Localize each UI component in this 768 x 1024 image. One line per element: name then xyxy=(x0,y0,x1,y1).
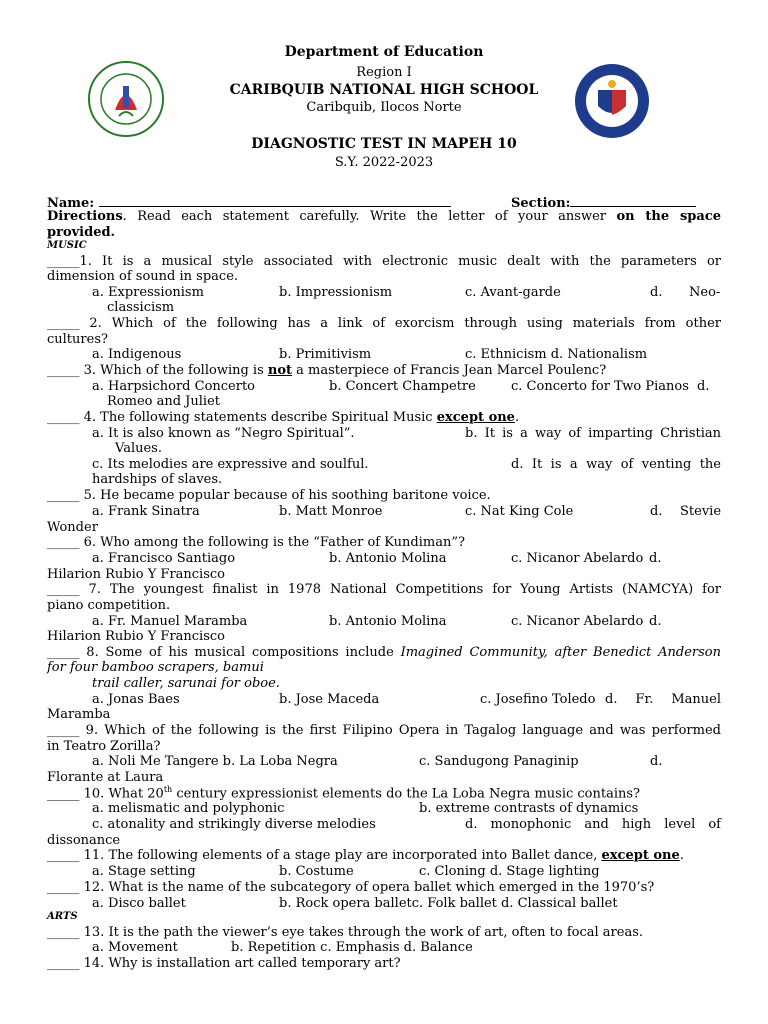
q10-option-a: a. melismatic and polyphonic xyxy=(92,801,285,816)
question-6: _____ 6. Who among the following is the “Father of Kundiman”? xyxy=(47,535,465,550)
q7-option-b: b. Antonio Molina xyxy=(329,614,447,629)
q8-option-a: a. Jonas Baes xyxy=(92,692,180,707)
q7-option-d: d. xyxy=(649,614,662,629)
school-name: CARIBQUIB NATIONAL HIGH SCHOOL xyxy=(229,82,539,98)
question-12: _____ 12. What is the name of the subcategory of opera ballet which emerged in the 1970’s? xyxy=(47,880,655,895)
q1-option-d-cont: classicism xyxy=(107,300,175,315)
q7-option-d-cont: Hilarion Rubio Y Francisco xyxy=(47,629,225,644)
q5-option-d-text: Stevie xyxy=(680,504,722,519)
question-5: _____ 5. He became popular because of his soothing baritone voice. xyxy=(47,488,491,503)
question-7: _____ 7. The youngest finalist in 1978 National Competitions for Young Artists (NAMCYA) for xyxy=(47,582,721,597)
q6-option-d: d. xyxy=(649,551,662,566)
q6-option-b: b. Antonio Molina xyxy=(329,551,447,566)
q6-option-d-cont: Hilarion Rubio Y Francisco xyxy=(47,567,225,582)
q11-option-cd: c. Cloning d. Stage lighting xyxy=(419,864,600,879)
q3-option-d-cont: Romeo and Juliet xyxy=(107,394,220,409)
q4-option-c: c. Its melodies are expressive and soulful. xyxy=(92,457,369,472)
question-14: _____ 14. Why is installation art called temporary art? xyxy=(47,956,401,971)
q4-option-d-cont: hardships of slaves. xyxy=(92,472,223,487)
question-3: _____ 3. Which of the following is not a masterpiece of Francis Jean Marcel Poulenc? xyxy=(47,363,607,378)
name-field[interactable] xyxy=(99,195,451,207)
q9-option-d: d. xyxy=(650,754,663,769)
q8-option-d-cont: Maramba xyxy=(47,707,111,722)
q8-option-b: b. Jose Maceda xyxy=(279,692,380,707)
q5-option-b: b. Matt Monroe xyxy=(279,504,383,519)
question-2: _____ 2. Which of the following has a link of exorcism through using materials from other xyxy=(47,316,721,331)
q10-option-c: c. atonality and strikingly diverse melodies xyxy=(92,817,376,832)
question-1: _____1. It is a musical style associated with electronic music dealt with the parameters or xyxy=(47,254,721,269)
q2-option-b: b. Primitivism xyxy=(279,347,372,362)
q9-option-c: c. Sandugong Panaginip xyxy=(419,754,579,769)
question-9: _____ 9. Which of the following is the first Filipino Opera in Tagalog language and was performed xyxy=(47,723,721,738)
q1-option-c: c. Avant-garde xyxy=(465,285,561,300)
q1-option-a: a. Expressionism xyxy=(92,285,204,300)
name-label: Name: xyxy=(47,195,451,210)
q4-option-d: d. It is a way of venting the xyxy=(511,457,721,472)
q3-option-b: b. Concert Champetre xyxy=(329,379,476,394)
question-8-cont2: trail caller, sarunai for oboe. xyxy=(92,676,280,691)
q4-option-b: b. It is a way of imparting Christian xyxy=(465,426,721,441)
q5-option-d-cont: Wonder xyxy=(47,520,98,535)
question-4: _____ 4. The following statements describe Spiritual Music except one. xyxy=(47,410,520,425)
arts-section-label: ARTS xyxy=(47,911,78,922)
question-7-cont: piano competition. xyxy=(47,598,171,613)
q13-option-a: a. Movement xyxy=(92,940,178,955)
q2-option-cd: c. Ethnicism d. Nationalism xyxy=(465,347,648,362)
question-8-cont: for four bamboo scrapers, bamui xyxy=(47,660,264,675)
question-2-cont: cultures? xyxy=(47,332,108,347)
q7-option-c: c. Nicanor Abelardo xyxy=(511,614,644,629)
q6-option-c: c. Nicanor Abelardo xyxy=(511,551,644,566)
q3-option-c: c. Concerto for Two Pianos xyxy=(511,379,689,394)
q12-option-a: a. Disco ballet xyxy=(92,896,186,911)
question-11: _____ 11. The following elements of a stage play are incorporated into Ballet dance, except one. xyxy=(47,848,684,863)
q1-option-d-text: Neo- xyxy=(689,285,721,300)
section-label: Section: xyxy=(511,195,696,210)
q1-option-d: d. xyxy=(650,285,663,300)
q10-option-d-cont: dissonance xyxy=(47,833,121,848)
q4-option-a: a. It is also known as “Negro Spiritual”. xyxy=(92,426,355,441)
q5-option-a: a. Frank Sinatra xyxy=(92,504,200,519)
q10-option-d: d. monophonic and high level of xyxy=(465,817,721,832)
q5-option-c: c. Nat King Cole xyxy=(465,504,574,519)
q12-option-bcd: b. Rock opera balletc. Folk ballet d. Classical ballet xyxy=(279,896,618,911)
question-13: _____ 13. It is the path the viewer’s eye takes through the work of art, often to focal areas. xyxy=(47,925,643,940)
question-10: _____ 10. What 20th century expressionist elements do the La Loba Negra music contains? xyxy=(47,785,641,802)
question-1-cont: dimension of sound in space. xyxy=(47,269,239,284)
q4-option-b-cont: Values. xyxy=(115,441,162,456)
q10-option-b: b. extreme contrasts of dynamics xyxy=(419,801,639,816)
section-field[interactable] xyxy=(570,195,696,207)
q6-option-a: a. Francisco Santiago xyxy=(92,551,236,566)
school-year: S.Y. 2022-2023 xyxy=(334,155,434,170)
q9-option-ab: a. Noli Me Tangere b. La Loba Negra xyxy=(92,754,338,769)
question-8: _____ 8. Some of his musical compositions include Imagined Community, after Benedict Anderson xyxy=(47,645,722,660)
question-9-cont: in Teatro Zorilla? xyxy=(47,739,161,754)
directions-cont: provided. xyxy=(47,225,116,240)
region: Region I xyxy=(356,65,412,80)
q8-option-d: d. Fr. Manuel xyxy=(605,692,721,707)
q3-option-d: d. xyxy=(697,379,710,394)
q5-option-d: d. xyxy=(650,504,663,519)
test-title: DIAGNOSTIC TEST IN MAPEH 10 xyxy=(251,136,517,152)
q3-option-a: a. Harpsichord Concerto xyxy=(92,379,256,394)
q1-option-b: b. Impressionism xyxy=(279,285,393,300)
q11-option-a: a. Stage setting xyxy=(92,864,196,879)
directions: Directions. Read each statement carefully. Write the letter of your answer on the space xyxy=(47,209,722,224)
q13-option-bcd: b. Repetition c. Emphasis d. Balance xyxy=(231,940,473,955)
q11-option-b: b. Costume xyxy=(279,864,354,879)
q7-option-a: a. Fr. Manuel Maramba xyxy=(92,614,248,629)
q2-option-a: a. Indigenous xyxy=(92,347,182,362)
q9-option-d-cont: Florante at Laura xyxy=(47,770,164,785)
q8-option-c: c. Josefino Toledo xyxy=(480,692,596,707)
music-section-label: MUSIC xyxy=(47,240,87,251)
department-title: Department of Education xyxy=(284,44,484,60)
school-address: Caribquib, Ilocos Norte xyxy=(306,100,462,115)
